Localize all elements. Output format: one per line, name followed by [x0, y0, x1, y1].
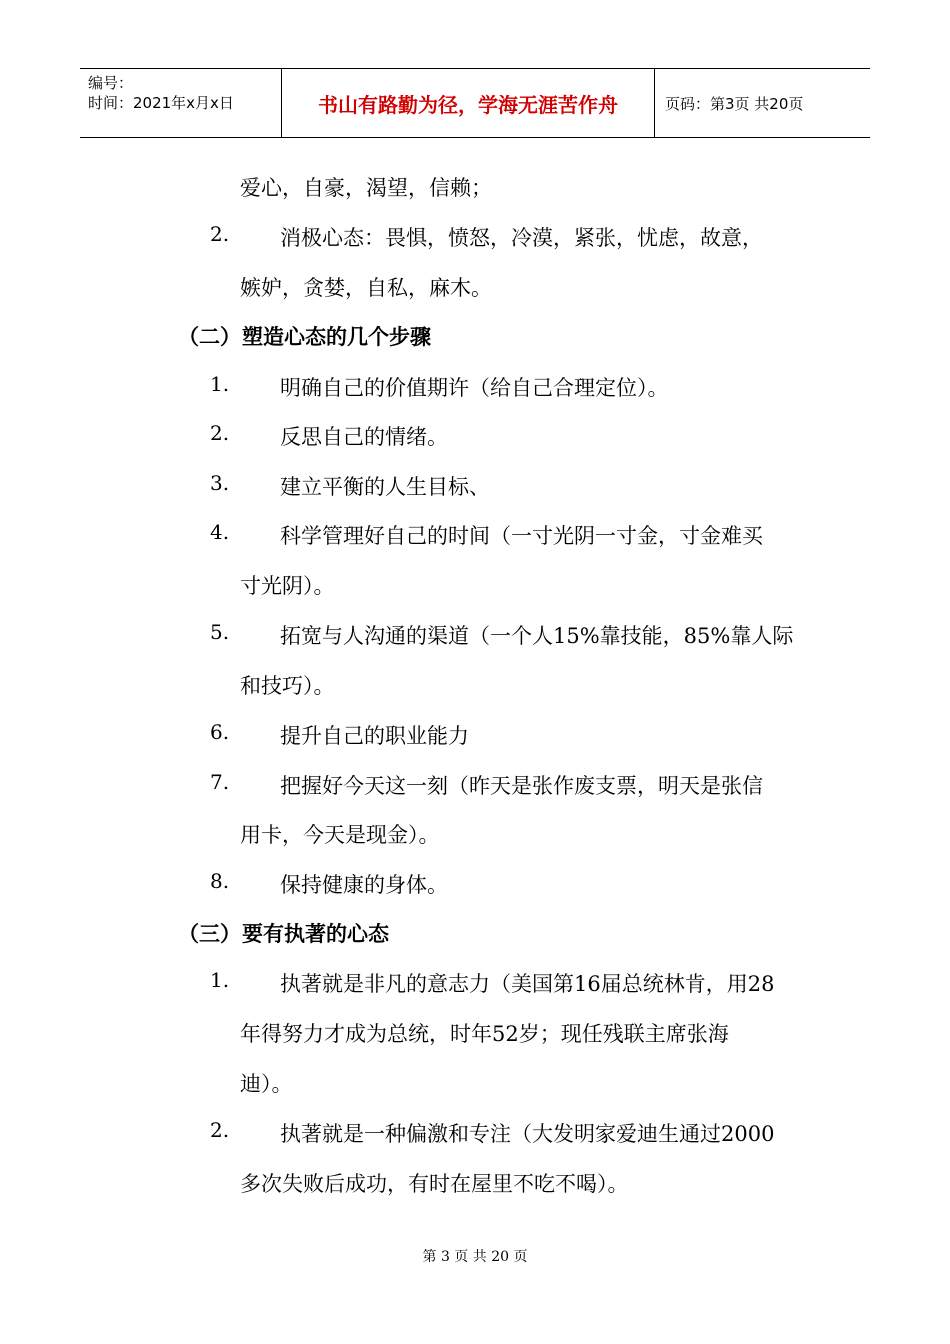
item-number: 6.: [210, 720, 230, 744]
page-header: [80, 68, 870, 138]
text-line: 爱心，自豪，渴望，信赖；: [240, 176, 492, 200]
list-item-cont: 和技巧）。: [240, 674, 335, 698]
list-item: 拓宽与人沟通的渠道（一个人15%靠技能，85%靠人际: [280, 624, 794, 648]
section-heading-3: [178, 918, 389, 948]
page-label: 页码：第3页 共20页: [665, 94, 804, 113]
list-item: 保持健康的身体。: [280, 873, 448, 897]
heading-number: （三）: [178, 922, 241, 946]
list-item: 科学管理好自己的时间（一寸光阴一寸金，寸金难买: [280, 524, 763, 548]
text-line: 嫉妒，贪婪，自私，麻木。: [240, 276, 492, 300]
list-item-cont: 年得努力才成为总统，时年52岁；现任残联主席张海: [240, 1022, 729, 1046]
item-number: 5.: [210, 620, 230, 644]
item-number: 4.: [210, 520, 230, 544]
list-item: 执著就是一种偏激和专注（大发明家爱迪生通过2000: [280, 1122, 775, 1146]
header-left-cell: [80, 69, 282, 137]
heading-text: 要有执著的心态: [242, 922, 389, 946]
item-number: 2.: [210, 1118, 230, 1142]
date-label: 时间：2021年x月x日: [88, 94, 234, 112]
list-item: 把握好今天这一刻（昨天是张作废支票，明天是张信: [280, 774, 763, 798]
item-number: 2.: [210, 421, 230, 445]
list-item: 明确自己的价值期许（给自己合理定位）。: [280, 376, 669, 400]
motto: 书山有路勤为径，学海无涯苦作舟: [282, 69, 655, 137]
item-number: 1.: [210, 372, 230, 396]
list-item: 建立平衡的人生目标、: [280, 475, 490, 499]
heading-text: 塑造心态的几个步骤: [242, 325, 431, 349]
list-item: 反思自己的情绪。: [280, 425, 448, 449]
item-number: 8.: [210, 869, 230, 893]
number-label: 编号：: [88, 74, 134, 92]
section-heading-2: [178, 321, 431, 351]
heading-number: （二）: [178, 325, 241, 349]
text-line: 消极心态：畏惧，愤怒，冷漠，紧张，忧虑，故意，: [280, 226, 763, 250]
list-item-cont: 寸光阴）。: [240, 574, 335, 598]
list-item-cont: 迪）。: [240, 1072, 293, 1096]
item-number: 3.: [210, 471, 230, 495]
item-number: 7.: [210, 770, 230, 794]
list-item-cont: 多次失败后成功，有时在屋里不吃不喝）。: [240, 1172, 629, 1196]
item-number: 2.: [210, 222, 230, 246]
list-item: 执著就是非凡的意志力（美国第16届总统林肯，用28: [280, 972, 775, 996]
list-item: 提升自己的职业能力: [280, 724, 469, 748]
item-number: 1.: [210, 968, 230, 992]
page-footer: 第 3 页 共 20 页: [422, 1249, 528, 1265]
list-item-cont: 用卡，今天是现金）。: [240, 823, 440, 847]
